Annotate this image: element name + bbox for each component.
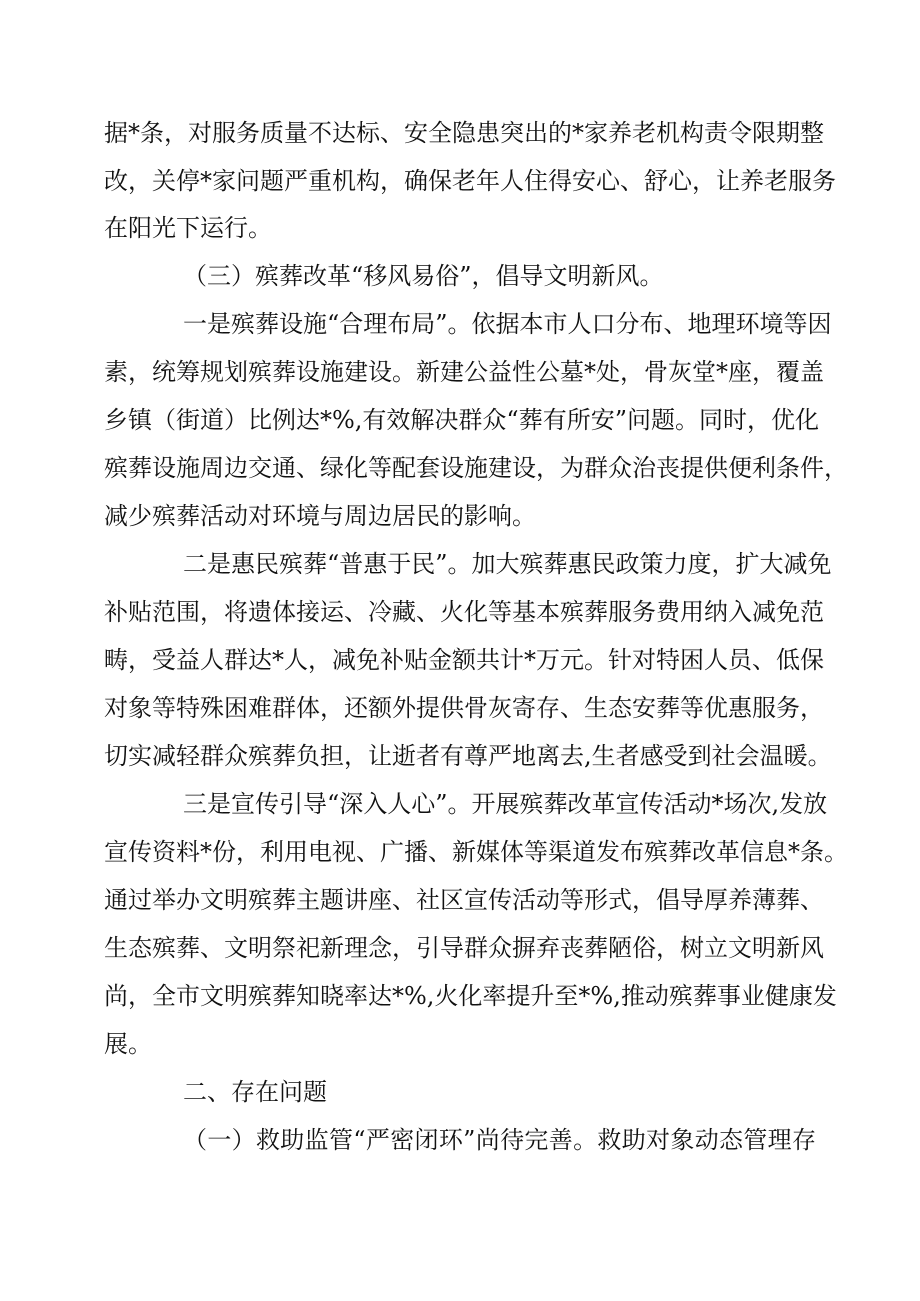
text-line-9: 减少殡葬活动对环境与周边居民的影响。	[104, 502, 536, 530]
text-line-15: 三是宣传引导“深入人心”。开展殡葬改革宣传活动*场次,发放	[183, 790, 828, 818]
text-line-18: 生态殡葬、文明祭祀新理念，引导群众摒弃丧葬陋俗，树立文明新风	[104, 934, 824, 962]
text-line-3: 在阳光下运行。	[104, 214, 272, 242]
text-line-14: 切实减轻群众殡葬负担，让逝者有尊严地离去,生者感受到社会温暖。	[104, 742, 832, 770]
text-line-6: 素，统筹规划殡葬设施建设。新建公益性公墓*处，骨灰堂*座，覆盖	[104, 358, 824, 386]
text-line-22: （一）救助监管“严密闭环”尚待完善。救助对象动态管理存	[183, 1126, 816, 1154]
section-heading-3: （三）殡葬改革“移风易俗”，倡导文明新风。	[183, 262, 664, 290]
text-line-10: 二是惠民殡葬“普惠于民”。加大殡葬惠民政策力度，扩大减免	[183, 550, 832, 578]
text-line-1: 据*条，对服务质量不达标、安全隐患突出的*家养老机构责令限期整	[104, 119, 824, 147]
text-line-7: 乡镇（街道）比例达*%,有效解决群众“葬有所安”问题。同时，优化	[104, 406, 819, 434]
text-line-17: 通过举办文明殡葬主题讲座、社区宣传活动等形式，倡导厚养薄葬、	[104, 886, 824, 914]
text-line-13: 对象等特殊困难群体，还额外提供骨灰寄存、生态安葬等优惠服务，	[104, 694, 824, 722]
text-line-11: 补贴范围，将遗体接运、冷藏、火化等基本殡葬服务费用纳入减免范	[104, 598, 824, 626]
text-line-16: 宣传资料*份，利用电视、广播、新媒体等渠道发布殡葬改革信息*条。	[104, 838, 848, 866]
text-line-8: 殡葬设施周边交通、绿化等配套设施建设，为群众治丧提供便利条件，	[104, 454, 848, 482]
text-line-2: 改，关停*家问题严重机构，确保老年人住得安心、舒心，让养老服务	[104, 167, 836, 195]
text-line-12: 畴，受益人群达*人，减免补贴金额共计*万元。针对特困人员、低保	[104, 646, 824, 674]
text-line-5: 一是殡葬设施“合理布局”。依据本市人口分布、地理环境等因	[183, 310, 832, 338]
section-heading-2: 二、存在问题	[183, 1078, 327, 1106]
text-line-19: 尚，全市文明殡葬知晓率达*%,火化率提升至*%,推动殡葬事业健康发	[104, 982, 837, 1010]
text-line-20: 展。	[104, 1030, 152, 1058]
